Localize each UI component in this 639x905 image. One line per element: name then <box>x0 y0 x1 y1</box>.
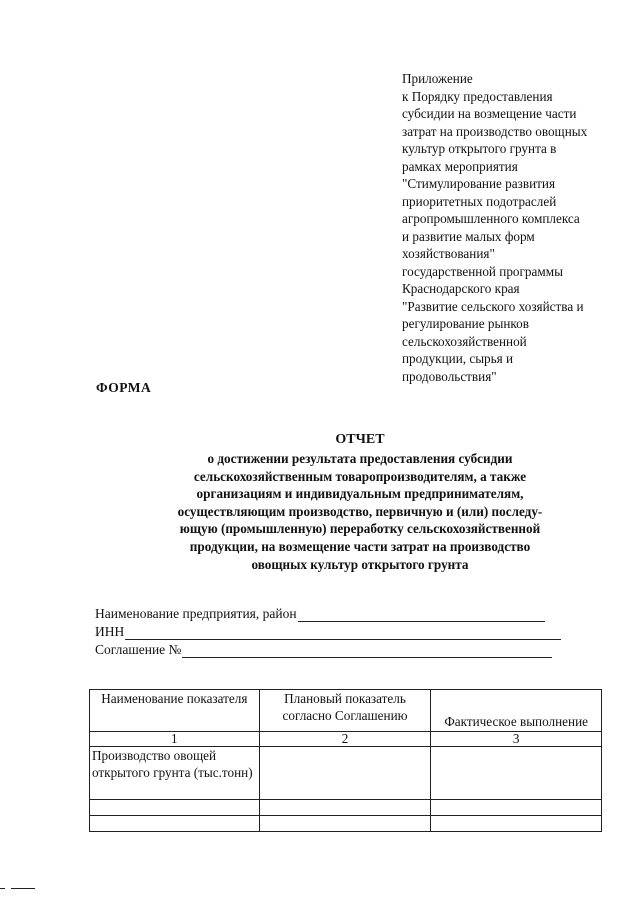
table-cell[interactable] <box>259 816 431 832</box>
appendix-line: культур открытого грунта в <box>402 141 557 156</box>
report-description-line: осуществляющим производство, первичную и (или) последу- <box>177 503 543 519</box>
report-title: ОТЧЕТ <box>335 432 385 447</box>
header-cell: Наименование показателя <box>90 690 260 732</box>
column-number: 2 <box>259 732 431 747</box>
appendix-line: субсидии на возмещение части <box>402 106 577 121</box>
appendix-line: к Порядку предоставления <box>402 88 553 104</box>
header-cell: Фактическое выполнение <box>431 690 602 732</box>
appendix-block <box>402 70 634 385</box>
table-cell[interactable] <box>431 800 602 816</box>
form-label: ФОРМА <box>96 380 152 395</box>
report-description-line: организациям и индивидуальным предпринимателям, <box>196 486 524 502</box>
column-number-row <box>90 732 602 747</box>
appendix-line: приоритетных подотраслей <box>402 193 557 209</box>
report-description-line: ющую (промышленную) переработку сельскохозяйственной <box>179 521 541 537</box>
enterprise-label: Наименование предприятия, район <box>95 606 297 621</box>
appendix-line: хозяйствования" <box>402 246 495 261</box>
agreement-label: Соглашение № <box>95 642 182 657</box>
header-cell: Плановый показатель согласно Соглашению <box>259 690 431 732</box>
table-row <box>90 800 602 816</box>
inn-field <box>95 624 561 640</box>
table-header-row <box>90 690 602 732</box>
inn-input-line[interactable] <box>125 626 561 640</box>
report-description-line: продукции, на возмещение части затрат на производство <box>189 538 531 554</box>
appendix-line: и развитие малых форм <box>402 228 535 244</box>
report-description-line: о достижении результата предоставления субсидии <box>207 451 513 466</box>
appendix-line: регулирование рынков <box>402 316 529 331</box>
table-cell: Производство овощей открытого грунта (тыс.тонн) <box>90 747 260 800</box>
appendix-line: Краснодарского края <box>402 281 520 296</box>
appendix-line: затрат на производство овощных <box>402 123 588 139</box>
report-description <box>80 450 639 573</box>
table-cell[interactable] <box>431 747 602 800</box>
table-row <box>90 747 602 800</box>
appendix-line: рамках мероприятия <box>402 158 518 174</box>
appendix-line: "Стимулирование развития <box>402 176 556 191</box>
enterprise-field <box>95 606 545 622</box>
table-cell[interactable] <box>259 747 431 800</box>
appendix-line: государственной программы <box>402 263 563 279</box>
table-cell[interactable] <box>259 800 431 816</box>
table-cell[interactable] <box>90 816 260 832</box>
scan-mark <box>0 888 5 889</box>
appendix-line: "Развитие сельского хозяйства и <box>402 298 584 314</box>
inn-label: ИНН <box>95 624 125 639</box>
column-number: 1 <box>90 732 260 747</box>
appendix-line: агропромышленного комплекса <box>402 211 580 226</box>
table-cell[interactable] <box>90 800 260 816</box>
appendix-line: Приложение <box>402 71 473 86</box>
appendix-line: продукции, сырья и <box>402 351 514 366</box>
table-cell[interactable] <box>431 816 602 832</box>
agreement-input-line[interactable] <box>182 644 552 658</box>
agreement-field <box>95 642 552 658</box>
enterprise-input-line[interactable] <box>298 608 545 622</box>
report-description-line: овощных культур открытого грунта <box>251 556 469 572</box>
scan-mark <box>11 888 35 889</box>
column-number: 3 <box>431 732 602 747</box>
appendix-line: продовольствия" <box>402 368 497 384</box>
report-table <box>89 689 602 832</box>
report-description-line: сельскохозяйственным товаропроизводителям, а также <box>193 468 527 484</box>
table-row <box>90 816 602 832</box>
appendix-line: сельскохозяйственной <box>402 333 527 349</box>
